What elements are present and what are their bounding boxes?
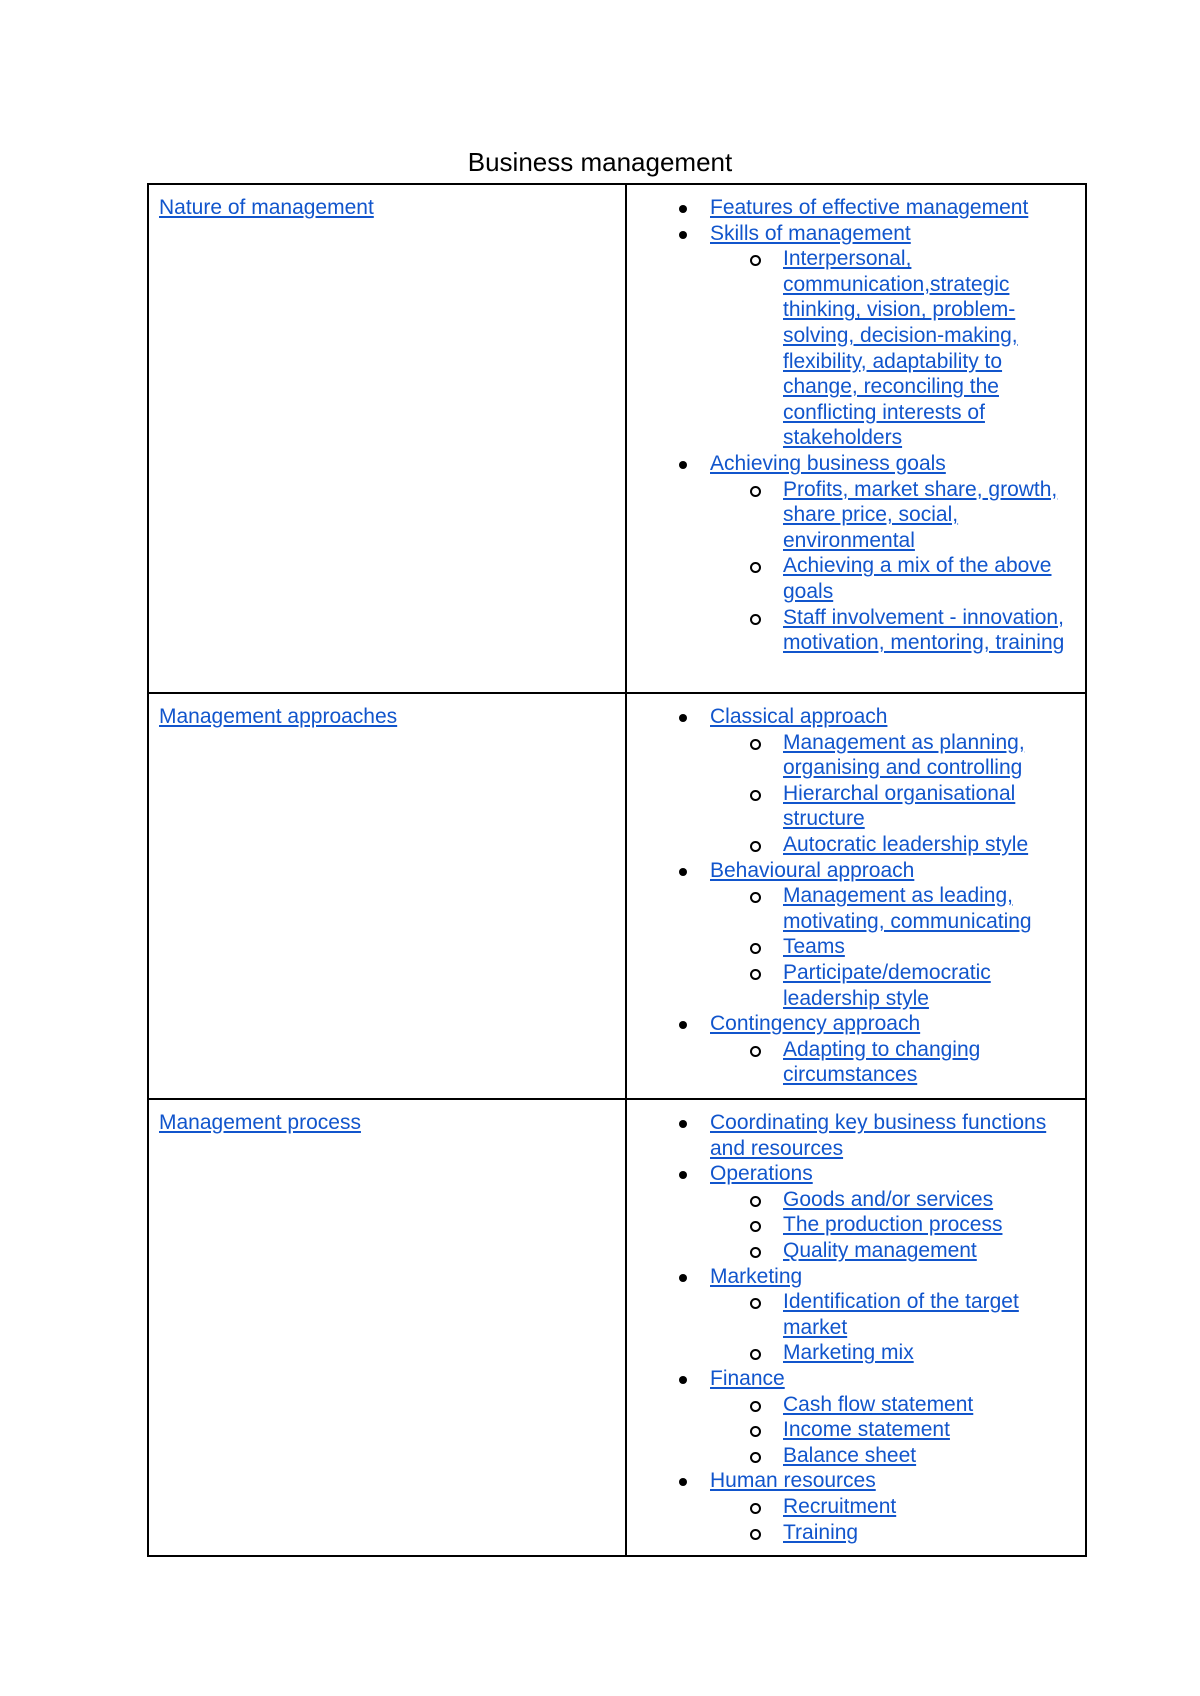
bullet-icon (679, 1478, 687, 1486)
detail-link[interactable]: Teams (783, 935, 845, 959)
circle-bullet-icon (750, 1401, 761, 1412)
detail-link[interactable]: Goods and/or services (783, 1187, 994, 1211)
detail-link[interactable]: Identification of the target market (783, 1290, 1019, 1339)
circle-bullet-icon (750, 943, 761, 954)
subtopic-list (627, 195, 1085, 656)
bullet-icon (679, 1021, 687, 1029)
detail-link[interactable]: Adapting to changing circumstances (783, 1037, 981, 1087)
list-item (710, 451, 1077, 656)
bullet-icon (679, 1274, 687, 1282)
bullet-icon (679, 1171, 687, 1179)
subtopic-link[interactable]: Finance (710, 1366, 785, 1390)
bullet-icon (679, 714, 687, 722)
bullet-icon (679, 1120, 687, 1128)
subtopics-cell (626, 1099, 1086, 1556)
list-item (710, 195, 1077, 221)
detail-link[interactable]: Hierarchal organisational structure (783, 781, 1016, 831)
circle-bullet-icon (750, 486, 761, 497)
list-item (783, 605, 1077, 656)
circle-bullet-icon (750, 1046, 761, 1057)
list-item (783, 781, 1077, 832)
list-item (710, 704, 1077, 858)
topic-cell (148, 184, 626, 693)
detail-link[interactable]: Cash flow statement (783, 1392, 974, 1416)
circle-bullet-icon (750, 1426, 761, 1437)
table-row (148, 693, 1086, 1099)
circle-bullet-icon (750, 790, 761, 801)
detail-link[interactable]: Staff involvement - innovation, motivation, mentoring, training (783, 605, 1065, 655)
topic-link[interactable]: Management process (159, 1111, 361, 1134)
bullet-icon (679, 231, 687, 239)
subtopic-list (627, 1110, 1085, 1545)
list-item (783, 1289, 1077, 1340)
detail-link[interactable]: Management as leading, motivating, communicating (783, 884, 1032, 933)
list-item (710, 858, 1077, 1012)
table-row (148, 184, 1086, 693)
list-item (710, 221, 1077, 451)
detail-link[interactable]: Balance sheet (783, 1443, 917, 1467)
list-item (710, 1264, 1077, 1366)
subtopic-link[interactable]: Classical approach (710, 705, 888, 728)
detail-list (710, 883, 1077, 1011)
circle-bullet-icon (750, 614, 761, 625)
list-item (783, 1238, 1077, 1264)
detail-link[interactable]: Training (783, 1520, 859, 1544)
list-item (710, 1366, 1077, 1468)
list-item (710, 1110, 1077, 1161)
list-item (783, 1443, 1077, 1469)
list-item (783, 477, 1077, 554)
list-item (783, 1520, 1077, 1546)
subtopic-link[interactable]: Marketing (710, 1264, 803, 1288)
circle-bullet-icon (750, 1221, 761, 1232)
subtopic-link[interactable]: Skills of management (710, 221, 911, 245)
topics-table (147, 183, 1087, 1557)
detail-list (710, 1392, 1077, 1469)
detail-link[interactable]: Marketing mix (783, 1341, 914, 1365)
topic-cell (148, 1099, 626, 1556)
list-item (783, 934, 1077, 960)
subtopics-cell (626, 693, 1086, 1099)
list-item (783, 960, 1077, 1011)
bullet-icon (679, 868, 687, 876)
circle-bullet-icon (750, 1503, 761, 1514)
detail-link[interactable]: Recruitment (783, 1494, 897, 1518)
detail-link[interactable]: The production process (783, 1213, 1003, 1237)
circle-bullet-icon (750, 1349, 761, 1360)
circle-bullet-icon (750, 739, 761, 750)
bullet-icon (679, 461, 687, 469)
circle-bullet-icon (750, 1529, 761, 1540)
circle-bullet-icon (750, 1247, 761, 1258)
list-item (783, 730, 1077, 781)
subtopic-link[interactable]: Operations (710, 1162, 813, 1186)
circle-bullet-icon (750, 562, 761, 573)
list-item (710, 1468, 1077, 1545)
subtopic-link[interactable]: Coordinating key business functions and resources (710, 1111, 1047, 1160)
bullet-icon (679, 1376, 687, 1384)
page-title: Business management (467, 147, 733, 177)
detail-list (710, 1037, 1077, 1088)
list-item (710, 1011, 1077, 1088)
subtopic-list (627, 704, 1085, 1088)
detail-link[interactable]: Income statement (783, 1418, 950, 1442)
topic-link[interactable]: Management approaches (159, 705, 398, 728)
detail-link[interactable]: Management as planning, organising and controlling (783, 730, 1025, 780)
detail-list (710, 1494, 1077, 1545)
subtopic-link[interactable]: Human resources (710, 1469, 876, 1493)
subtopic-link[interactable]: Contingency approach (710, 1012, 921, 1036)
circle-bullet-icon (750, 841, 761, 852)
detail-link[interactable]: Participate/democratic leadership style (783, 960, 991, 1010)
detail-link[interactable]: Autocratic leadership style (783, 832, 1029, 856)
circle-bullet-icon (750, 1196, 761, 1207)
list-item (783, 883, 1077, 934)
subtopic-link[interactable]: Achieving business goals (710, 451, 946, 475)
detail-link[interactable]: Achieving a mix of the above goals (783, 554, 1052, 603)
list-item (783, 246, 1077, 451)
circle-bullet-icon (750, 255, 761, 266)
list-item (783, 1037, 1077, 1088)
table-row (148, 1099, 1086, 1556)
detail-list (710, 246, 1077, 451)
topic-cell (148, 693, 626, 1099)
list-item (783, 1340, 1077, 1366)
list-item (783, 1212, 1077, 1238)
topic-link[interactable]: Nature of management (159, 196, 374, 219)
detail-link[interactable]: Interpersonal, communication,strategic thinking, vision, problem-solving, decision-making, flexibility, adaptability to change, reconciling the conflicting interests of stakeholders (783, 247, 1018, 450)
list-item (783, 1494, 1077, 1520)
detail-list (710, 1289, 1077, 1366)
list-item (783, 1417, 1077, 1443)
detail-link[interactable]: Quality management (783, 1238, 977, 1262)
subtopic-link[interactable]: Features of effective management (710, 196, 1029, 219)
circle-bullet-icon (750, 1452, 761, 1463)
detail-list (710, 730, 1077, 858)
circle-bullet-icon (750, 892, 761, 903)
subtopic-link[interactable]: Behavioural approach (710, 858, 915, 882)
circle-bullet-icon (750, 1298, 761, 1309)
list-item (783, 553, 1077, 604)
detail-link[interactable]: Profits, market share, growth, share price, social, environmental (783, 477, 1058, 552)
list-item (783, 1187, 1077, 1213)
detail-list (710, 477, 1077, 656)
detail-list (710, 1187, 1077, 1264)
list-item (783, 1392, 1077, 1418)
circle-bullet-icon (750, 969, 761, 980)
list-item (783, 832, 1077, 858)
bullet-icon (679, 205, 687, 213)
subtopics-cell (626, 184, 1086, 693)
list-item (710, 1161, 1077, 1263)
